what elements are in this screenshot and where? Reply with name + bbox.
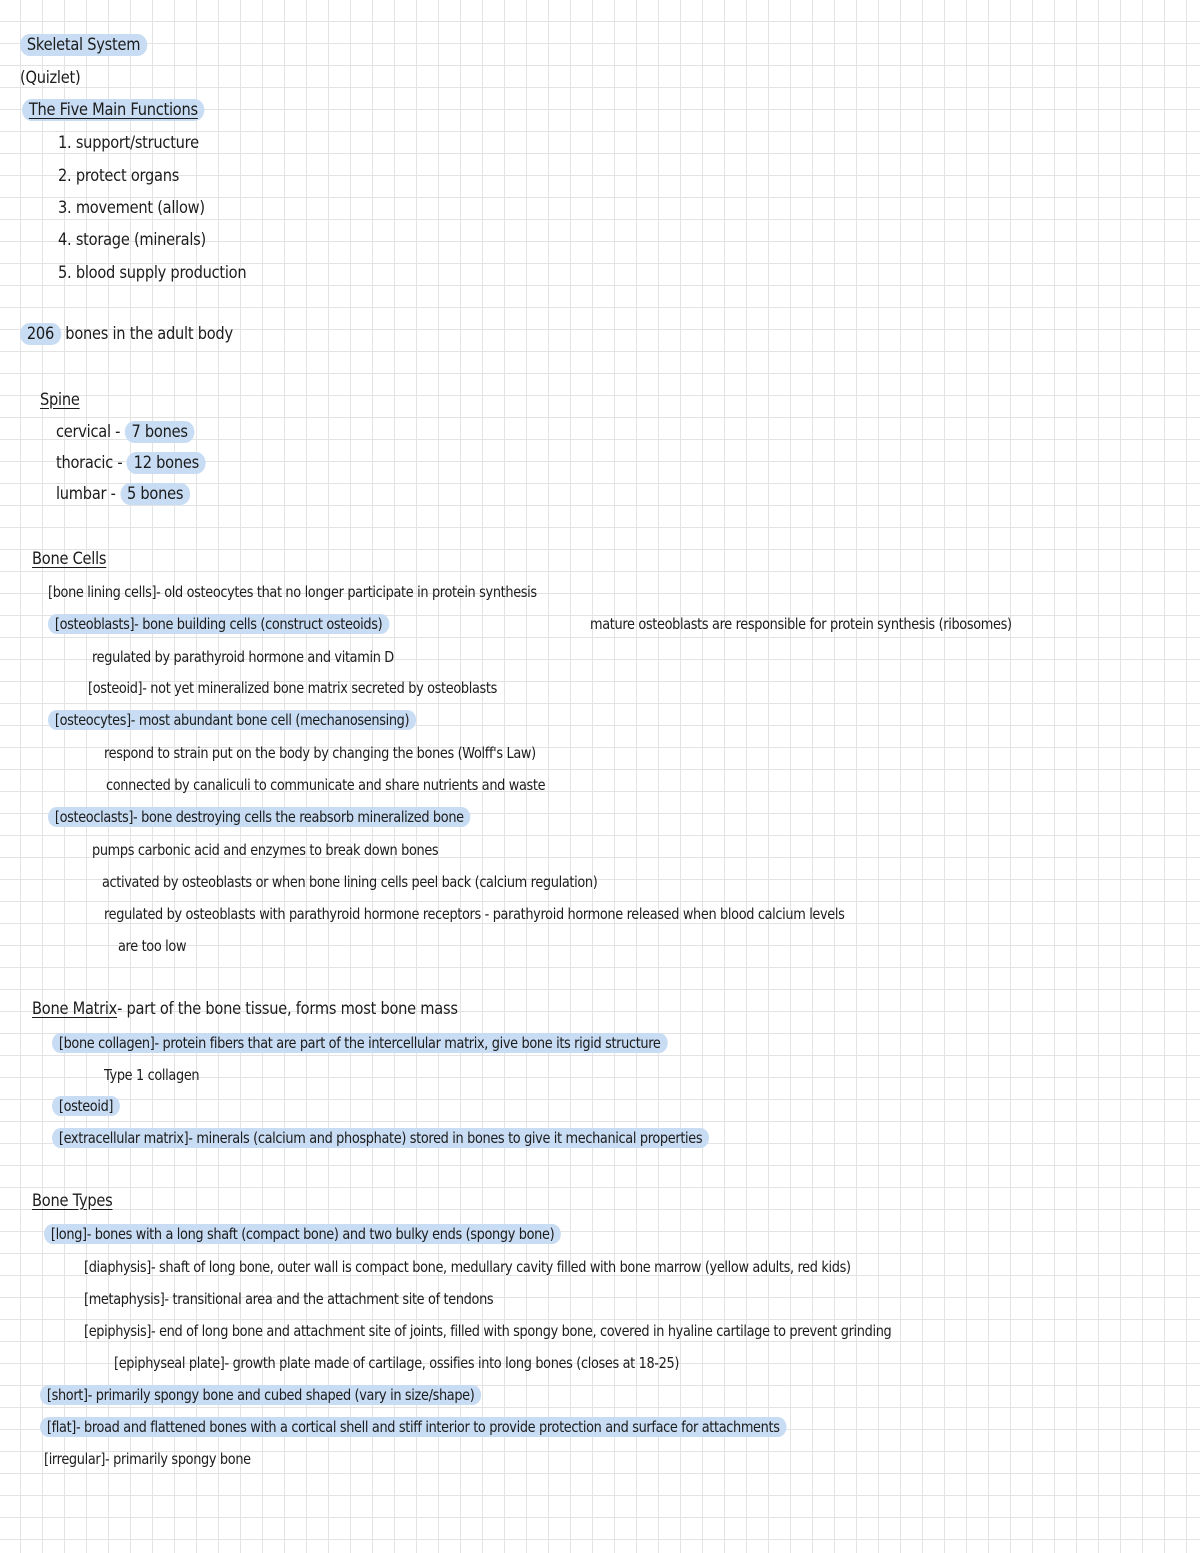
bone-matrix-line: Type 1 collagen [104, 1066, 200, 1084]
functions-heading [22, 98, 205, 122]
bone-matrix-line [52, 1126, 709, 1150]
spine-label: lumbar - [56, 484, 116, 504]
bone-cells-line: connected by canaliculi to communicate and share nutrients and waste [106, 776, 546, 794]
bone-cells-line [48, 708, 416, 732]
long-bone-line: [long]- bones with a long shaft (compact bone) and two bulky ends (spongy bone) [44, 1224, 561, 1244]
functions-heading-text: The Five Main Functions [22, 99, 205, 121]
bone-count-text: bones in the adult body [65, 324, 233, 344]
spine-row-lumbar [56, 482, 190, 506]
spine-value: 12 bones [127, 452, 206, 474]
osteoid-line: [osteoid] [52, 1096, 120, 1116]
short-bone-line: [short]- primarily spongy bone and cubed shaped (vary in size/shape) [40, 1385, 481, 1405]
spine-label: cervical - [56, 422, 121, 442]
bone-matrix-heading: Bone Matrix [32, 999, 118, 1019]
bone-cells-line: pumps carbonic acid and enzymes to break down bones [92, 841, 439, 859]
osteoclasts-line: [osteoclasts]- bone destroying cells the reabsorb mineralized bone [48, 807, 471, 827]
function-item: 4. storage (minerals) [58, 230, 206, 250]
bone-cells-line: regulated by parathyroid hormone and vitamin D [92, 648, 394, 666]
bone-types-line [44, 1222, 561, 1246]
function-item: 1. support/structure [58, 133, 199, 153]
spine-heading: Spine [40, 390, 80, 410]
spine-value: 7 bones [125, 421, 195, 443]
function-item: 5. blood supply production [58, 263, 247, 283]
bone-matrix-heading-rest: - part of the bone tissue, forms most bone mass [117, 999, 458, 1019]
function-item: 3. movement (allow) [58, 198, 205, 218]
bone-cells-line: regulated by osteoblasts with parathyroid hormone receptors - parathyroid hormone released when blood calcium levels [104, 905, 845, 923]
bone-types-line: [epiphysis]- end of long bone and attachment site of joints, filled with spongy bone, covered in hyaline cartilage to prevent grinding [84, 1322, 892, 1340]
spine-row-cervical [56, 420, 195, 444]
osteoblasts-line: [osteoblasts]- bone building cells (construct osteoids) [48, 614, 389, 634]
bone-cells-line: activated by osteoblasts or when bone lining cells peel back (calcium regulation) [102, 873, 598, 891]
bone-cells-line: [bone lining cells]- old osteocytes that no longer participate in protein synthesis [48, 583, 537, 601]
spine-label: thoracic - [56, 453, 123, 473]
bone-cells-heading: Bone Cells [32, 549, 107, 569]
bone-types-heading: Bone Types [32, 1191, 113, 1211]
bone-types-line [40, 1415, 786, 1439]
bone-cells-line: [osteoid]- not yet mineralized bone matrix secreted by osteoblasts [88, 679, 498, 697]
extracellular-matrix-line: [extracellular matrix]- minerals (calcium and phosphate) stored in bones to give it mechanical properties [52, 1128, 709, 1148]
bone-count-number: 206 [20, 323, 61, 345]
bone-collagen-line: [bone collagen]- protein fibers that are part of the intercellular matrix, give bone its rigid structure [52, 1033, 667, 1053]
bone-count-line [20, 322, 233, 346]
bone-matrix-line [52, 1031, 667, 1055]
osteocytes-line: [osteocytes]- most abundant bone cell (mechanosensing) [48, 710, 416, 730]
bone-matrix-heading-line [32, 997, 458, 1021]
function-item: 2. protect organs [58, 166, 180, 186]
bone-matrix-line [52, 1094, 120, 1118]
bone-cells-line: are too low [118, 937, 187, 955]
bone-cells-line [48, 612, 389, 636]
spine-value: 5 bones [120, 483, 190, 505]
bone-cells-side-note: mature osteoblasts are responsible for protein synthesis (ribosomes) [590, 615, 1012, 633]
bone-cells-line [48, 805, 471, 829]
bone-cells-line: respond to strain put on the body by changing the bones (Wolff's Law) [104, 744, 536, 762]
notes-title [20, 33, 147, 57]
notes-subtitle: (Quizlet) [20, 68, 81, 88]
bone-types-line: [epiphyseal plate]- growth plate made of cartilage, ossifies into long bones (closes at 18-25) [114, 1354, 680, 1372]
bone-types-line: [diaphysis]- shaft of long bone, outer wall is compact bone, medullary cavity filled with bone marrow (yellow adults, red kids) [84, 1258, 851, 1276]
title-highlight: Skeletal System [20, 34, 147, 56]
bone-types-line: [metaphysis]- transitional area and the attachment site of tendons [84, 1290, 494, 1308]
bone-types-line [40, 1383, 481, 1407]
spine-row-thoracic [56, 451, 206, 475]
bone-types-line: [irregular]- primarily spongy bone [44, 1450, 251, 1468]
flat-bone-line: [flat]- broad and flattened bones with a cortical shell and stiff interior to provide protection and surface for attachments [40, 1417, 786, 1437]
